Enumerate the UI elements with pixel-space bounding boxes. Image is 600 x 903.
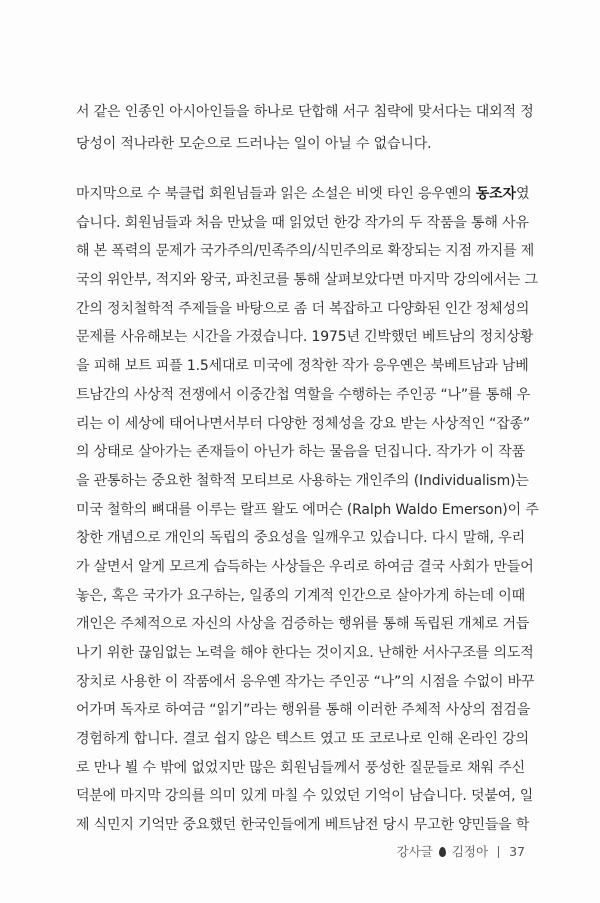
text-line: 장치로 사용한 이 작품에서 응우옌 작가는 주인공 “나”의 시점을 수없이 바꾸 <box>76 673 535 690</box>
page-footer <box>397 842 525 862</box>
text-line: 경험하게 합니다. 결코 쉽지 않은 텍스트 였고 또 코로나로 인해 온라인 강의 <box>76 731 529 748</box>
text-line: 의 상태로 살아가는 존재들이 아닌가 하는 물음을 던집니다. 작가가 이 작품 <box>76 444 525 461</box>
section-label: 강사글 <box>396 844 433 859</box>
text-line: 당성이 적나라한 모순으로 드러나는 일이 아닐 수 없습니다. <box>76 136 432 152</box>
text-line: 해 본 폭력의 문제가 국가주의/민족주의/식민주의로 확장되는 지점 까지를 제 <box>76 243 535 260</box>
text-line: 어가며 독자로 하여금 “읽기”라는 행위를 통해 이러한 주체적 사상의 점검을 <box>76 702 531 719</box>
text-line: 미국 철학의 뼈대를 이루는 랄프 왈도 에머슨 (Ralph Waldo Emerson)이 주 <box>76 501 539 518</box>
text-segment: 마지막으로 수 북클럽 회원님들과 읽은 소설은 비엣 타인 응우옌의 <box>76 186 476 202</box>
text-segment: 였 <box>515 186 530 202</box>
text-line: 습니다. 회원님들과 처음 만났을 때 읽었던 한강 작가의 두 작품을 통해 사유 <box>76 214 529 231</box>
footer-divider <box>498 846 499 858</box>
text-line: 개인은 주체적으로 자신의 사상을 검증하는 행위를 통해 독립된 개체로 거듭 <box>76 616 530 633</box>
text-line: 국의 위안부, 적지와 왕국, 파친코를 통해 살펴보았다면 마지막 강의에서는 그 <box>76 272 538 289</box>
text-line: 가 살면서 알게 모르게 습득하는 사상들은 우리로 하여금 결국 사회가 만들어 <box>76 558 534 575</box>
text-line-first <box>76 180 530 209</box>
text-line: 을 피해 보트 피플 1.5세대로 미국에 정착한 작가 응우옌은 북베트남과 남베 <box>76 358 529 375</box>
text-line: 문제를 사유해보는 시간을 가졌습니다. 1975년 긴박했던 베트남의 정치상황 <box>76 329 534 346</box>
page-number: 37 <box>509 844 525 859</box>
text-line: 제 식민지 기억만 중요했던 한국인들에게 베트남전 당시 무고한 양민들을 학 <box>76 817 530 834</box>
drop-icon <box>439 847 446 857</box>
text-line: 놓은, 혹은 국가가 요구하는, 일종의 기계적 인간으로 살아가게 하는데 이때 <box>76 587 525 604</box>
text-line: 창한 개념으로 개인의 독립의 중요성을 일깨우고 있습니다. 다시 말해, 우리 <box>76 530 525 547</box>
book-title-bold: 동조자 <box>475 186 516 202</box>
paragraph-1 <box>76 96 534 160</box>
author-name: 김정아 <box>451 844 489 859</box>
text-line: 서 같은 인종인 아시아인들을 하나로 단합해 서구 침략에 맞서다는 대외적 정 <box>76 104 534 120</box>
text-line: 덕분에 마지막 강의를 의미 있게 마칠 수 있었던 기억이 남습니다. 덧붙여, 일 <box>76 788 534 805</box>
text-line: 트남간의 사상적 전쟁에서 이중간첩 역할을 수행하는 주인공 “나”를 통해 우 <box>76 386 531 403</box>
text-line: 나기 위한 끊임없는 노력을 해야 한다는 것이지요. 난해한 서사구조를 의도적 <box>76 645 534 661</box>
text-line: 을 관통하는 중요한 철학적 모티브로 사용하는 개인주의 (Individualism)는 <box>76 472 529 489</box>
text-line: 로 만나 뵐 수 밖에 없었지만 많은 회원님들께서 풍성한 질문들로 채워 주신 <box>76 759 525 776</box>
text-line: 리는 이 세상에 태어나면서부터 다양한 정체성을 강요 받는 사상적인 “잡종” <box>76 415 531 432</box>
paragraph-2 <box>76 180 539 840</box>
text-line: 간의 정치철학적 주제들을 바탕으로 좀 더 복잡하고 다양화된 인간 정체성의 <box>76 300 530 317</box>
